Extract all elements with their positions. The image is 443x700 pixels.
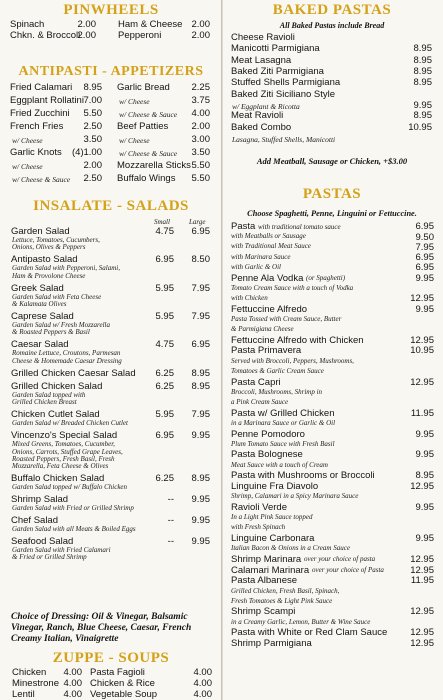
salad-large-price: 6.95 — [191, 226, 210, 237]
salad-small-price: 6.25 — [155, 381, 174, 392]
appetizer-name: w/ Cheese & Sauce — [119, 110, 178, 119]
pasta-title: Linguine Carbonara — [231, 533, 315, 544]
pasta-note: with traditional tomato sauce — [258, 222, 341, 231]
baked-pasta-price: 8.95 — [413, 65, 432, 77]
baked-pasta-name: Cheese Ravioli — [231, 32, 295, 43]
salad-name: Caesar Salad — [11, 339, 69, 351]
soup-price: 4.00 — [193, 667, 212, 678]
salad-description: Ham & Provolone Cheese — [12, 271, 86, 280]
salad-large-price: 8.50 — [191, 254, 210, 266]
baked-pasta-name: Manicotti Parmigiana — [231, 43, 320, 55]
salad-name: Vincenzo's Special Salad — [11, 430, 118, 442]
salad-small-price: 6.25 — [155, 367, 174, 379]
pasta-note: over your choice of Pasta — [312, 566, 384, 575]
pasta-title: Pasta Capri — [231, 376, 281, 388]
appetizer-price: 5.50 — [191, 173, 210, 184]
pinwheel-name: Pepperoni — [118, 30, 162, 41]
salad-description: Garden Salad w/ Fresh Mozzarella — [12, 320, 110, 329]
salad-small-price: 4.75 — [155, 226, 174, 237]
pasta-price: 12.95 — [410, 334, 434, 346]
pasta-title: Penne Pomodoro — [231, 428, 305, 440]
soup-price: 4.00 — [63, 678, 82, 689]
small-size-label: Small — [154, 218, 170, 226]
appetizer-name: Beef Patties — [117, 121, 169, 132]
pasta-description: Tomatoes & Garlic Cream Sauce — [231, 366, 324, 375]
pasta-price: 12.95 — [410, 481, 434, 492]
pasta-title: Pasta w/ Grilled Chicken — [231, 407, 335, 419]
salad-description: Roasted Peppers, Fresh Basil, Fresh — [12, 455, 115, 463]
pasta-note: (or Spaghetti) — [306, 274, 346, 282]
pasta-title: Fettuccine Alfredo with Chicken — [231, 334, 364, 346]
soup-price: 4.00 — [193, 678, 212, 689]
salad-name: Chef Salad — [11, 515, 59, 527]
salad-description: Lettuce, Tomatoes, Cucumbers, — [12, 236, 100, 244]
pasta-description: a Pink Cream Sauce — [231, 397, 289, 406]
soup-name: Chicken — [12, 667, 47, 678]
pinwheel-price: 2.00 — [77, 19, 96, 30]
baked-pasta-price: 8.95 — [413, 54, 432, 66]
salad-description: & Fried or Grilled Shrimp — [12, 553, 87, 562]
pasta-description: In a Light Pink Sauce topped — [231, 513, 313, 522]
appetizer-price: 2.00 — [191, 121, 210, 132]
pinwheel-name: Spinach — [10, 19, 45, 30]
pasta-price: 7.95 — [415, 241, 434, 253]
appetizer-price: 3.75 — [191, 95, 210, 106]
soup-name: Pasta Fagioli — [90, 667, 145, 678]
salad-large-price: 7.95 — [191, 282, 210, 294]
pinwheel-price: 2.00 — [191, 19, 210, 30]
pasta-title: Calamari Marinara — [231, 564, 310, 576]
salad-small-price: -- — [167, 536, 174, 547]
salad-small-price: -- — [167, 494, 174, 506]
salad-large-price: 8.95 — [191, 473, 210, 485]
soup-price: 4.00 — [63, 689, 82, 700]
pasta-price: 9.95 — [415, 501, 434, 513]
pasta-price: 6.95 — [415, 252, 434, 264]
soup-name: Lentil — [12, 689, 35, 700]
pastas-subtitle: Choose Spaghetti, Penne, Linguini or Fettuccine. — [247, 209, 417, 218]
baked-pasta-price: 8.95 — [413, 43, 432, 55]
pasta-description: with Garlic & Oil — [231, 262, 281, 271]
salad-description: Grilled Chicken Breast — [12, 398, 77, 407]
pasta-description: & Parmigiana Cheese — [231, 325, 294, 333]
pasta-price: 11.95 — [410, 407, 434, 419]
pasta-price: 12.95 — [410, 293, 434, 305]
pasta-price: 8.95 — [415, 470, 434, 482]
appetizer-name: Buffalo Wings — [117, 173, 176, 184]
pasta-price: 9.95 — [415, 449, 434, 461]
salad-name: Garden Salad — [11, 226, 70, 237]
salad-description: Garden Salad with Pepperoni, Salami, — [12, 264, 120, 273]
appetizer-price: 4.00 — [191, 108, 210, 119]
pasta-price: 12.95 — [410, 606, 434, 618]
salads-heading: INSALATE - SALADS — [33, 198, 189, 214]
baked-pasta-price: 10.95 — [408, 121, 432, 133]
soup-price: 4.00 — [193, 689, 212, 700]
baked-pasta-name: Baked Ziti Siciliano Style — [231, 88, 336, 100]
salad-description: Onions, Olives & Peppers — [12, 243, 86, 252]
salad-description: & Kalamata Olives — [12, 300, 67, 308]
pasta-price: 9.95 — [415, 303, 434, 315]
pinwheel-name: Ham & Cheese — [118, 19, 183, 30]
pasta-price: 12.95 — [410, 564, 434, 576]
pasta-title: Linguine Fra Diavolo — [231, 481, 319, 492]
large-size-label: Large — [189, 218, 206, 226]
pasta-title: Pasta Bolognese — [231, 449, 303, 461]
pasta-title: Shrimp Marinara — [231, 553, 302, 565]
soup-price: 4.00 — [63, 667, 82, 678]
pasta-description: Served with Broccoli, Peppers, Mushrooms, — [231, 356, 354, 365]
salad-name: Buffalo Chicken Salad — [11, 473, 105, 485]
pasta-title: Shrimp Scampi — [231, 606, 296, 618]
pasta-description: in a Marinara Sauce or Garlic & Oil — [231, 418, 336, 427]
pasta-description: with Fresh Spinach — [231, 523, 286, 532]
appetizer-name: Fried Zucchini — [10, 108, 70, 119]
salad-large-price: 7.95 — [191, 310, 210, 322]
baked-pasta-name: Stuffed Shells Parmigiana — [231, 77, 341, 89]
salad-name: Greek Salad — [11, 282, 64, 294]
salad-description: Garden Salad with all Meats & Boiled Eggs — [12, 525, 136, 534]
appetizer-price: 3.00 — [191, 134, 210, 145]
pasta-price: 9.95 — [415, 428, 434, 440]
salad-large-price: 9.95 — [191, 515, 210, 527]
pasta-description: Grilled Chicken, Fresh Basil, Spinach, — [231, 586, 340, 595]
appetizer-name: Eggplant Rollatini — [10, 95, 84, 106]
pinwheel-price: 2.00 — [191, 30, 210, 41]
appetizer-price: 2.00 — [83, 160, 102, 171]
pasta-title: Pasta with Mushrooms or Broccoli — [231, 470, 375, 482]
appetizer-price: 3.50 — [191, 147, 210, 158]
pasta-price: 9.95 — [415, 272, 434, 284]
appetizer-name: Garlic Bread — [117, 82, 170, 93]
soups-heading: ZUPPE - SOUPS — [52, 650, 170, 666]
appetizer-price: 1.00 — [83, 147, 102, 158]
baked-pasta-name: Meat Lasagna — [231, 54, 292, 66]
salad-name: Seafood Salad — [11, 536, 74, 547]
salad-small-price: 5.95 — [155, 282, 174, 294]
appetizer-qty: (4) — [72, 147, 84, 158]
salad-description: Garden Salad with Feta Cheese — [12, 292, 102, 301]
pasta-price: 9.95 — [415, 533, 434, 544]
pasta-description: with Marinara Sauce — [231, 252, 291, 261]
pastas-heading: PASTAS — [302, 186, 362, 202]
pinwheel-name: Chkn. & Broccoli — [10, 30, 81, 41]
salad-small-price: 6.95 — [155, 430, 174, 442]
salad-small-price: -- — [167, 515, 174, 527]
pasta-description: Meat Sauce with a touch of Cream — [231, 460, 328, 469]
appetizer-price: 2.25 — [191, 82, 210, 93]
appetizer-name: French Fries — [10, 121, 64, 132]
salad-description: Mixed Greens, Tomatoes, Cucumber, — [12, 440, 115, 449]
appetizer-price: 3.50 — [83, 134, 102, 145]
baked-pasta-name: Lasagna, Stuffed Shells, Manicotti — [232, 134, 336, 144]
salad-small-price: 5.95 — [155, 409, 174, 421]
salad-large-price: 9.95 — [191, 430, 210, 442]
pasta-description: Fresh Tomatoes & Light Pink Sauce — [231, 596, 333, 605]
pasta-description: Tomato Cream Sauce with a touch of Vodka — [231, 283, 354, 292]
pasta-description: with Meatballs or Sausage — [231, 232, 306, 241]
appetizer-price: 8.95 — [83, 82, 102, 93]
antipasti-heading: ANTIPASTI - APPETIZERS — [18, 64, 204, 79]
salad-small-price: 6.95 — [155, 254, 174, 266]
appetizer-name: Fried Calamari — [10, 82, 73, 93]
salad-description: Garden Salad with Fried Calamari — [12, 546, 111, 554]
soup-name: Chicken & Rice — [90, 678, 155, 689]
pasta-price: 12.95 — [410, 376, 434, 388]
pasta-description: Pasta Tossed with Cream Sauce, Butter — [231, 314, 342, 323]
salad-small-price: 6.25 — [155, 473, 174, 485]
baked-pasta-price: 8.95 — [413, 110, 432, 122]
salad-large-price: 9.95 — [191, 494, 210, 506]
baked-addon: Add Meatball, Sausage or Chicken, +$3.00 — [256, 156, 408, 166]
pasta-description: Shrimp, Calamari in a Spicy Marinara Sauce — [231, 492, 359, 501]
pasta-description: with Chicken — [231, 293, 268, 302]
salad-large-price: 7.95 — [191, 409, 210, 421]
pasta-title: Shrimp Parmigiana — [231, 638, 312, 649]
appetizer-name: w/ Cheese — [119, 97, 150, 106]
salad-description: Garden Salad topped with — [12, 391, 86, 399]
pasta-title: Pasta with White or Red Clam Sauce — [231, 627, 388, 639]
salad-description: & Roasted Peppers & Basil — [12, 328, 90, 337]
pinwheel-price: 2.00 — [77, 30, 96, 41]
soup-name: Vegetable Soup — [90, 689, 158, 700]
pasta-description: Italian Bacon & Onions in a Cream Sauce — [231, 544, 350, 553]
salad-name: Grilled Chicken Caesar Salad — [11, 367, 136, 379]
salad-large-price: 8.95 — [191, 367, 210, 379]
salad-small-price: 4.75 — [155, 339, 174, 351]
appetizer-name: Garlic Knots — [10, 147, 62, 158]
pasta-note: over your choice of pasta — [304, 555, 376, 564]
salad-large-price: 8.95 — [191, 381, 210, 392]
pasta-price: 9.50 — [415, 231, 434, 243]
baked-pasta-name: w/ Eggplant & Ricotta — [232, 101, 300, 111]
pasta-price: 6.95 — [415, 221, 434, 232]
pasta-price: 12.95 — [410, 638, 434, 649]
salad-name: Antipasto Salad — [11, 254, 78, 266]
salad-description: Cheese & Homemade Caesar Dressing — [12, 356, 122, 365]
appetizer-name: w/ Cheese — [12, 162, 43, 171]
pasta-description: Broccoli, Mushrooms, Shrimp in — [231, 387, 323, 396]
salad-description: Garden Salad w/ Breaded Chicken Cutlet — [12, 419, 128, 428]
salad-description: Onions, Carrots, Stuffed Grape Leaves, — [12, 447, 123, 456]
salad-description: Garden Salad topped w/ Buffalo Chicken — [12, 483, 128, 492]
appetizer-price: 5.50 — [191, 160, 210, 171]
pasta-price: 6.95 — [415, 262, 434, 274]
pasta-price: 10.95 — [410, 345, 434, 357]
salad-large-price: 9.95 — [191, 536, 210, 547]
soup-name: Minestrone — [12, 678, 59, 689]
baked-pastas-heading: BAKED PASTAS — [272, 2, 392, 18]
pasta-price: 11.95 — [410, 575, 434, 587]
appetizer-name: w/ Cheese — [12, 136, 43, 145]
salad-small-price: 5.95 — [155, 310, 174, 322]
pasta-description: with Traditional Meat Sauce — [231, 242, 311, 251]
salad-name: Caprese Salad — [11, 310, 74, 322]
appetizer-price: 7.00 — [83, 95, 102, 106]
pasta-description: Plum Tomato Sauce with Fresh Basil — [231, 439, 335, 448]
salad-name: Chicken Cutlet Salad — [11, 409, 100, 421]
baked-pasta-price: 9.95 — [413, 99, 432, 111]
pasta-title: Pasta Primavera — [231, 345, 302, 357]
baked-pasta-name: Meat Ravioli — [231, 110, 284, 122]
pasta-price: 12.95 — [410, 553, 434, 565]
salad-large-price: 6.95 — [191, 339, 210, 351]
salad-name: Grilled Chicken Salad — [11, 381, 103, 392]
pasta-title: Pasta — [231, 221, 256, 232]
pasta-description: in a Creamy Garlic, Lemon, Butter & Wine Sauce — [231, 617, 371, 626]
salad-description: Mozzarella, Feta Cheese & Olives — [12, 462, 109, 471]
appetizer-price: 2.50 — [83, 121, 102, 132]
salad-description: Romaine Lettuce, Croutons, Parmesan — [12, 349, 121, 358]
appetizer-name: w/ Cheese & Sauce — [119, 149, 178, 158]
pasta-title: Pasta Albanese — [231, 575, 298, 587]
salad-description: Garden Salad with Fried or Grilled Shrimp — [12, 504, 134, 513]
appetizer-name: w/ Cheese — [119, 136, 150, 145]
dressing-choices: Choice of Dressing: Oil & Vinegar, Balsamic Vinegar, Ranch, Blue Cheese, Caesar, French Creamy Italian, Vinaigrette — [11, 612, 192, 644]
pasta-title: Fettuccine Alfredo — [231, 303, 308, 315]
pasta-title: Penne Ala Vodka — [231, 272, 304, 284]
appetizer-price: 5.50 — [83, 108, 102, 119]
baked-pasta-name: Baked Combo — [231, 121, 292, 133]
page-fold — [221, 0, 223, 700]
baked-pasta-name: Baked Ziti Parmigiana — [231, 65, 324, 77]
pinwheels-heading: PINWHEELS — [63, 2, 159, 18]
baked-pastas-subtitle: All Baked Pastas include Bread — [279, 21, 385, 30]
pasta-title: Ravioli Verde — [231, 501, 287, 513]
appetizer-name: Mozzarella Sticks — [117, 160, 191, 171]
appetizer-price: 2.50 — [83, 173, 102, 184]
pasta-price: 12.95 — [410, 627, 434, 639]
baked-pasta-price: 8.95 — [413, 77, 432, 89]
appetizer-name: w/ Cheese & Sauce — [12, 175, 71, 184]
salad-name: Shrimp Salad — [11, 494, 69, 506]
